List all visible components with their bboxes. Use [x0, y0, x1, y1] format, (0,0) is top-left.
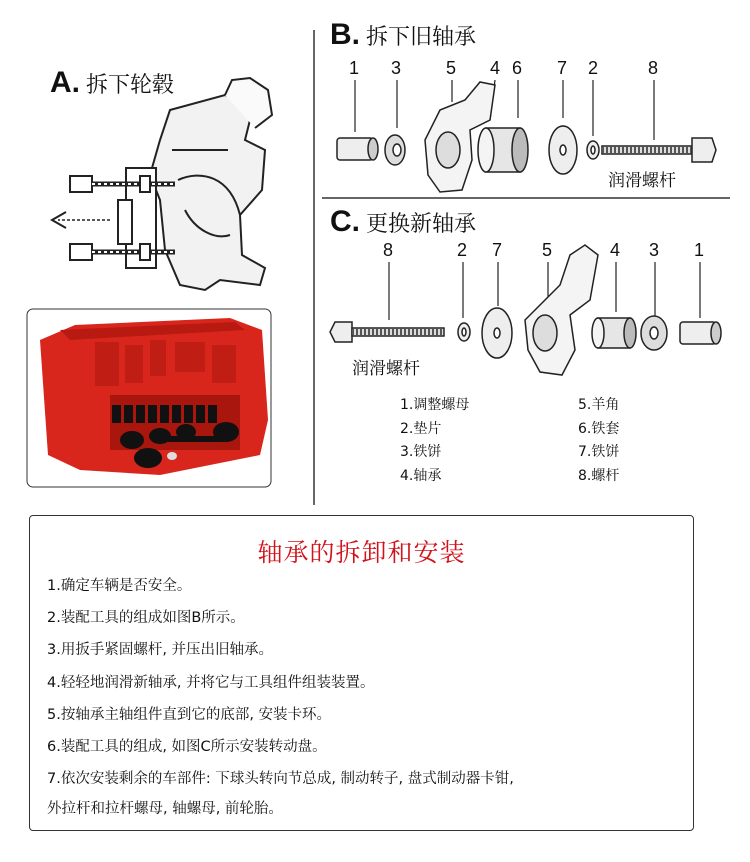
section-c-title	[330, 205, 476, 239]
section-c-letter: C.	[330, 205, 360, 238]
section-a-title	[50, 66, 174, 100]
instruction-step: 6.装配工具的组成, 如图C所示安装转动盘。	[47, 739, 327, 755]
legend-item: 6.铁套	[578, 420, 620, 437]
legend-item: 4.轴承	[400, 467, 442, 484]
legend-item: 8.螺杆	[578, 467, 620, 484]
instruction-step: 3.用扳手紧固螺杆, 并压出旧轴承。	[47, 642, 274, 658]
instruction-step: 2.装配工具的组成如图B所示。	[47, 610, 245, 626]
b-part-number: 4	[490, 58, 501, 78]
c-part-number: 2	[457, 240, 468, 260]
c-part-number: 4	[610, 240, 621, 260]
b-screw-label: 润滑螺杆	[608, 171, 676, 191]
instruction-step: 5.按轴承主轴组件直到它的底部, 安装卡环。	[47, 707, 332, 723]
instruction-step: 7.依次安装剩余的车部件: 下球头转向节总成, 制动转子, 盘式制动器卡钳,	[47, 771, 514, 787]
legend-item: 3.铁饼	[400, 444, 442, 460]
c-part-number: 7	[492, 240, 503, 260]
section-a-letter: A.	[50, 66, 80, 99]
c-part-number: 3	[649, 240, 660, 260]
b-part-number: 2	[588, 58, 599, 78]
c-part-number: 5	[542, 240, 553, 260]
instruction-step: 外拉杆和拉杆螺母, 轴螺母, 前轮胎。	[47, 801, 283, 817]
b-part-number: 6	[512, 58, 523, 78]
instruction-step: 4.轻轻地润滑新轴承, 并将它与工具组件组装装置。	[47, 675, 375, 691]
section-b-letter: B.	[330, 18, 360, 51]
legend-item: 7.铁饼	[578, 444, 620, 460]
c-part-number: 8	[383, 240, 394, 260]
b-part-number: 1	[349, 58, 360, 78]
section-a-text: 拆下轮毂	[86, 73, 175, 98]
instructions-title: 轴承的拆卸和安装	[257, 538, 466, 567]
b-part-number: 8	[648, 58, 659, 78]
b-part-number: 5	[446, 58, 457, 78]
instructions-box	[29, 515, 694, 831]
hub-removal-drawing	[52, 78, 272, 290]
tool-case-photo	[27, 309, 271, 487]
legend-item: 2.垫片	[400, 420, 442, 437]
section-c-text: 更换新轴承	[366, 212, 477, 237]
b-part-number: 7	[557, 58, 568, 78]
c-part-number: 1	[694, 240, 705, 260]
b-part-number: 3	[391, 58, 402, 78]
c-screw-label: 润滑螺杆	[352, 359, 420, 379]
legend-right	[578, 394, 619, 488]
legend-item: 5.羊角	[578, 397, 620, 413]
legend-item: 1.调整螺母	[400, 397, 470, 413]
legend-left	[400, 394, 469, 488]
section-b-text: 拆下旧轴承	[366, 25, 477, 50]
instruction-step: 1.确定车辆是否安全。	[47, 578, 192, 594]
section-b-title	[330, 18, 476, 52]
